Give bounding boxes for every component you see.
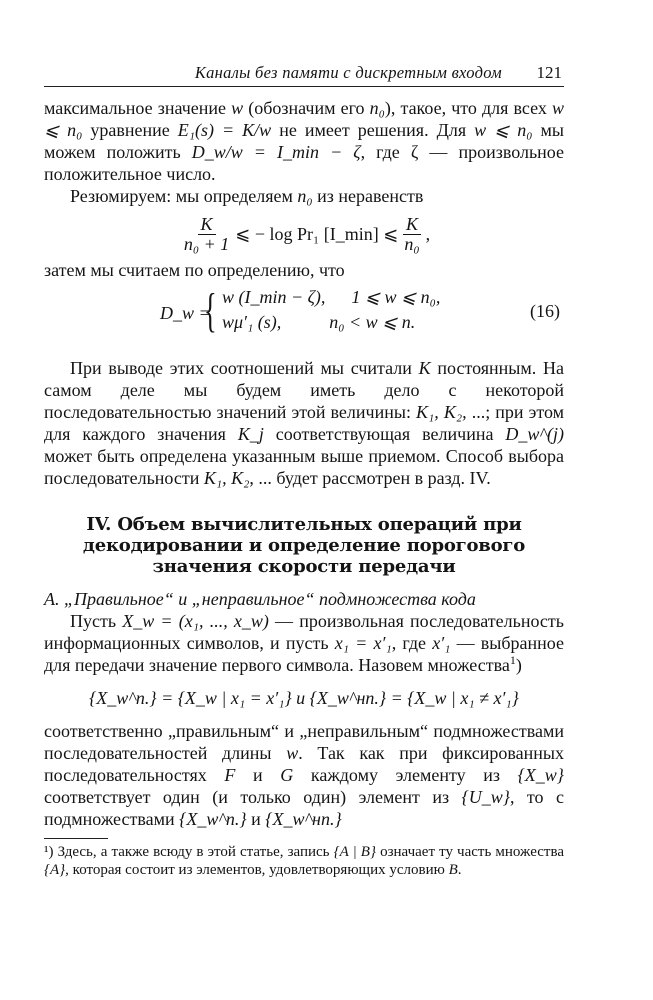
paragraph-sets-intro: Пусть X_w = (x₁, ..., x_w) — произвольная последовательность информационных символов, и пусть x₁ = x′₁, где x′₁ — выбранное для передачи значение первого символа. Назовем множества$^1$): [44, 611, 564, 675]
math-w-le-n0-2: w ⩽ n₀: [474, 120, 533, 140]
formula-16-row-1: w (I_min − ζ), 1 ⩽ w ⩽ n₀,: [222, 287, 441, 307]
math-set-xnp: {X_w^нп.}: [265, 809, 342, 829]
footnote: ¹) Здесь, а также всюду в этой статье, запись {A | B} означает ту часть множества {A}, которая состоит из элементов, удовлетворяющих условию B.: [44, 844, 564, 878]
fraction-right: $\frac{K}{\text{n₀}}$: [404, 213, 420, 254]
paragraph-definition-intro: затем мы считаем по определению, что: [44, 260, 345, 280]
math-set-uw: {U_w}: [461, 787, 510, 807]
subsection-heading: А. „Правильное“ и „неправильное“ подмножества кода: [44, 589, 476, 609]
math-g: G: [280, 765, 294, 785]
footnote-divider: [44, 838, 108, 839]
math-xw-def: X_w = (x₁, ..., x_w): [122, 611, 269, 631]
math-x1-eq: x₁ = x′₁: [334, 633, 392, 653]
math-k-seq: K₁, K₂,: [416, 402, 472, 422]
math-dwj: D_w^(j): [505, 424, 564, 444]
formula-16-row-2: wμ′₁ (s), n₀ < w ⩽ n.: [222, 312, 416, 332]
formula-inequality: $\frac{K}{\text{n₀ + 1}}$ ⩽ − log Pr₁ [I_min] ⩽ $\frac{K}{\text{n₀}}$ ,: [44, 209, 564, 259]
paragraph-summary: Резюмируем: мы определяем n₀ из неравенств: [70, 186, 424, 206]
math-k-seq-2: K₁, K₂: [203, 468, 250, 488]
formula-sets: {X_w^п.} = {X_w | x₁ = x′₁} и {X_w^нп.} = {X_w | x₁ ≠ x′₁}: [89, 687, 519, 708]
paragraph-subsets: соответственно „правильным“ и „неправильным“ подмножествами последовательностей длины w. Так как при фиксированных последовательностях F и G каждому элементу из {X_w} соответствует один (и только один) элемент из {U_w}, то с подмножествами {X_w^п.} и {X_w^нп.}: [44, 721, 564, 829]
paragraph-k-sequence: При выводе этих соотношений мы считали K постоянным. На самом деле мы будем иметь дело с некоторой последовательностью значений этой величины: K₁, K₂, ...; при этом для каждого значения K_j соответствующая величина D_w^(j) может быть определена указанным выше приемом. Способ выбора последовательности K₁, K₂, ... будет рассмотрен в разд. IV.: [44, 358, 564, 488]
math-n0: n₀: [369, 98, 385, 118]
left-brace-icon: {: [204, 284, 217, 337]
math-k: K: [418, 358, 431, 378]
page-header: [44, 60, 564, 87]
math-e1-equation: E₁(s) = K/w: [177, 120, 272, 140]
math-set-xw: {X_w}: [517, 765, 564, 785]
math-w-le-n0: w ⩽ n₀: [44, 98, 564, 140]
equation-number: (16): [530, 301, 560, 321]
paragraph-max-value: максимальное значение w (обозначим его n₀), такое, что для всех w ⩽ n₀ уравнение E₁(s) = K/w не имеет решения. Для w ⩽ n₀ мы можем положить D_w/w = I_min − ζ, где ζ — произвольное положительное число.: [44, 98, 565, 184]
math-dw-definition: D_w/w = I_min − ζ: [191, 142, 361, 162]
math-w: w: [231, 98, 244, 118]
inequality-middle: ⩽ − log Pr₁ [I_min] ⩽: [235, 223, 399, 244]
formula-16: [44, 285, 564, 343]
page-number: 121: [536, 63, 562, 82]
book-page: [44, 60, 564, 879]
math-w-2: w: [286, 743, 299, 763]
formula-16-lhs: D_w =: [160, 303, 211, 323]
section-heading: IV. Объем вычислительных операций при декодировании и определение порогового значения скорости передачи: [82, 514, 526, 577]
math-f: F: [224, 765, 236, 785]
footnote-reference: 1: [509, 653, 516, 667]
fraction-left: $\frac{K}{\text{n₀ + 1}}$: [183, 213, 230, 254]
math-kj: K_j: [237, 424, 264, 444]
math-set-xp: {X_w^п.}: [179, 809, 247, 829]
running-title: Каналы без памяти с дискретным входом: [194, 63, 502, 82]
math-n0-2: n₀: [297, 186, 313, 206]
math-x1p: x′₁: [432, 633, 451, 653]
